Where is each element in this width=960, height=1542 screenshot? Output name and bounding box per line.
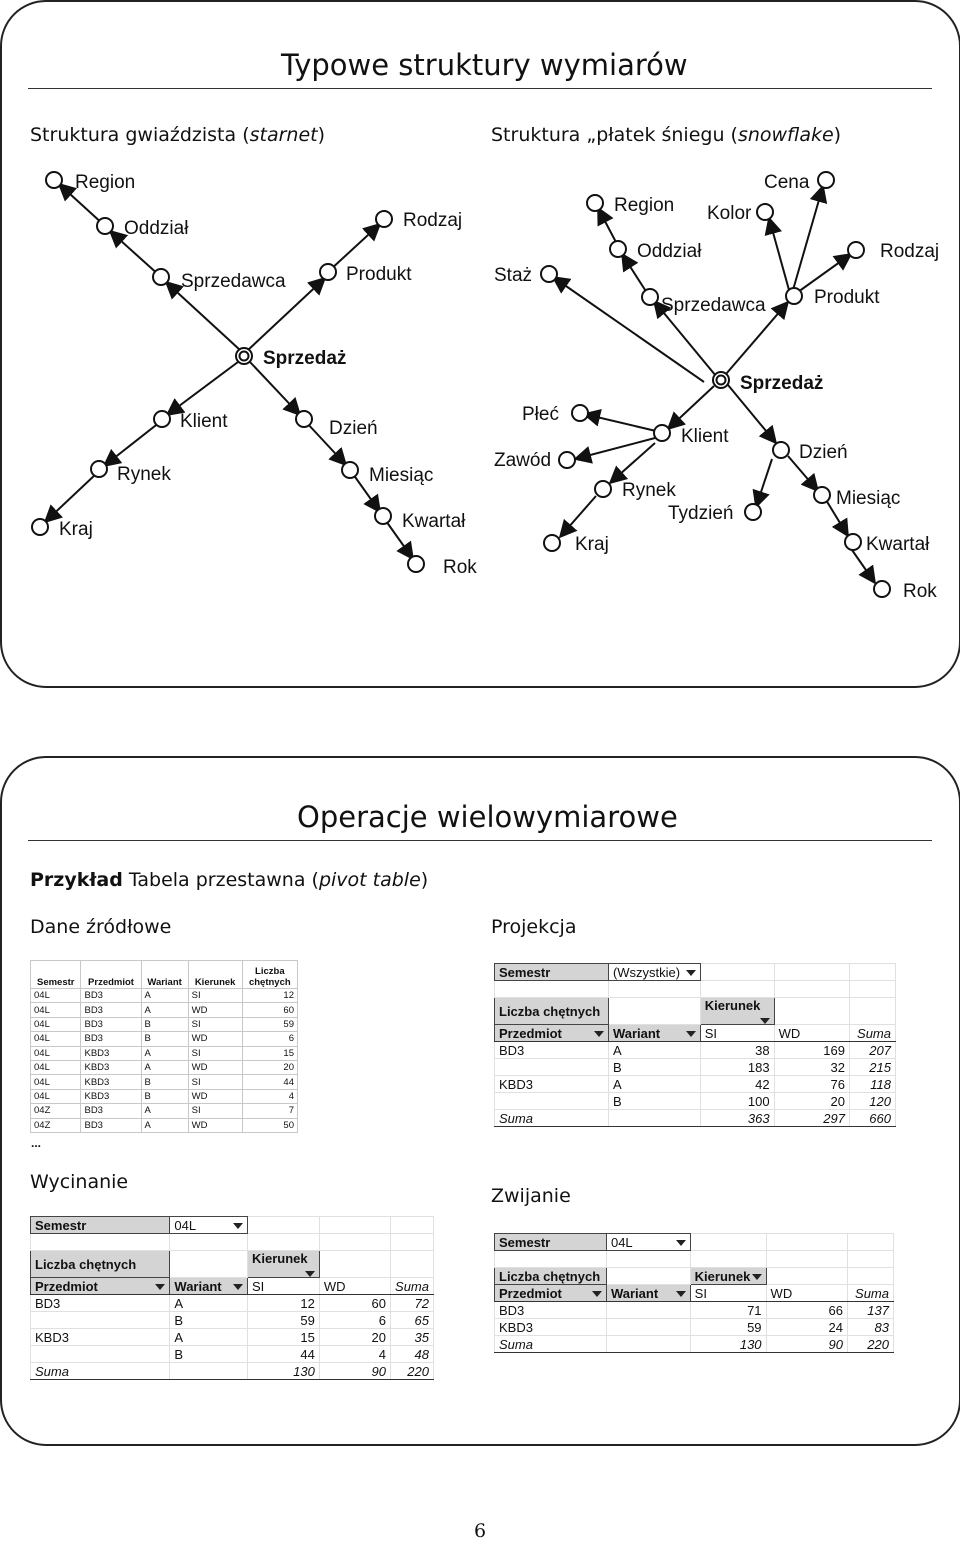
star-label-oddzial: Oddział: [124, 218, 189, 239]
chevron-down-icon[interactable]: [676, 1291, 686, 1297]
star-label-rodzaj: Rodzaj: [403, 210, 463, 231]
filter-label: Semestr: [495, 1234, 607, 1251]
table-row: [31, 1295, 434, 1312]
table-cell: 42: [700, 1076, 774, 1093]
table-cell: BD3: [495, 1042, 609, 1059]
table-cell: 20: [242, 1060, 297, 1074]
table-cell: BD3: [81, 1003, 141, 1017]
table-cell: 100: [700, 1093, 774, 1110]
table-cell: B: [170, 1312, 248, 1329]
table-cell: 59: [247, 1312, 319, 1329]
table-cell: A: [141, 1003, 188, 1017]
table-cell: [495, 1093, 609, 1110]
table-row: [495, 1302, 894, 1319]
table-cell: A: [170, 1295, 248, 1312]
snow-label-kraj: Kraj: [575, 534, 609, 555]
table-cell: WD: [188, 1003, 242, 1017]
table-cell: 48: [391, 1346, 434, 1363]
table-row: [31, 1089, 298, 1103]
table-cell: SI: [188, 989, 242, 1003]
table-row: [31, 1329, 434, 1346]
table-cell: 04L: [31, 1089, 81, 1103]
table-cell: A: [141, 1104, 188, 1118]
table-cell: 183: [700, 1059, 774, 1076]
table-cell: BD3: [81, 1104, 141, 1118]
table-cell: 6: [319, 1312, 390, 1329]
table-cell: BD3: [31, 1295, 170, 1312]
total-si: 363: [700, 1110, 774, 1127]
filter-label: Semestr: [495, 964, 609, 981]
total-si: 130: [247, 1363, 319, 1380]
snow-label-cena: Cena: [764, 172, 810, 193]
table-cell: [31, 1312, 170, 1329]
star-center-node: [236, 348, 252, 364]
row-field2-button[interactable]: Wariant: [608, 1025, 700, 1042]
table-cell: BD3: [81, 1032, 141, 1046]
table-cell: 59: [690, 1319, 766, 1336]
table-row: [495, 1319, 894, 1336]
total-sum: 220: [391, 1363, 434, 1380]
star-label-sprzedawca: Sprzedawca: [181, 271, 286, 292]
snow-label-rok: Rok: [903, 581, 937, 602]
table-cell: B: [608, 1059, 700, 1076]
snow-label-klient: Klient: [681, 426, 729, 447]
col-field-button[interactable]: Kierunek: [690, 1268, 766, 1285]
table-cell: 76: [774, 1076, 849, 1093]
table-cell: KBD3: [31, 1329, 170, 1346]
table-cell: 12: [242, 989, 297, 1003]
source-data-table: [30, 960, 298, 1133]
chevron-down-icon[interactable]: [233, 1284, 243, 1290]
table-cell: 71: [690, 1302, 766, 1319]
snow-label-rodzaj: Rodzaj: [880, 241, 940, 262]
table-cell: 04L: [31, 1060, 81, 1074]
total-sum: 660: [850, 1110, 896, 1127]
star-label-sprzedaz: Sprzedaż: [263, 348, 347, 369]
table-cell: 65: [391, 1312, 434, 1329]
chevron-down-icon[interactable]: [155, 1284, 165, 1290]
table-row: [495, 1059, 896, 1076]
slide2-title-rule: [28, 840, 932, 841]
measure-label: Liczba chętnych: [495, 998, 609, 1025]
table-cell: 72: [391, 1295, 434, 1312]
chevron-down-icon[interactable]: [686, 1031, 696, 1037]
table-row: [31, 1032, 298, 1046]
table-cell: [31, 1346, 170, 1363]
table-row: [495, 1042, 896, 1059]
table-cell: 04Z: [31, 1118, 81, 1132]
filter-dropdown[interactable]: (Wszystkie): [608, 964, 700, 981]
table-row: [31, 989, 298, 1003]
projection-heading: Projekcja: [491, 916, 577, 938]
star-label-klient: Klient: [180, 411, 228, 432]
col-header-wariant: Wariant: [141, 961, 188, 989]
star-label-kwartal: Kwartał: [402, 511, 466, 532]
slide2-title: Operacje wielowymiarowe: [297, 800, 678, 834]
table-cell: 15: [247, 1329, 319, 1346]
table-row: [31, 1017, 298, 1031]
table-cell: WD: [188, 1032, 242, 1046]
total-label: Suma: [495, 1336, 607, 1353]
table-cell: 4: [242, 1089, 297, 1103]
col-header-liczba: Liczba chętnych: [242, 961, 297, 989]
table-cell: A: [141, 1046, 188, 1060]
table-row: [31, 1060, 298, 1074]
chevron-down-icon[interactable]: [233, 1223, 243, 1229]
example-line: Przykład Tabela przestawna (pivot table): [30, 869, 429, 891]
table-cell: 04L: [31, 1046, 81, 1060]
rollup-heading: Zwijanie: [491, 1185, 571, 1207]
total-wd: 297: [774, 1110, 849, 1127]
snow-label-dzien: Dzień: [799, 442, 848, 463]
snow-label-zawod: Zawód: [494, 450, 552, 471]
table-cell: 50: [242, 1118, 297, 1132]
row-field1-button[interactable]: Przedmiot: [31, 1278, 170, 1295]
table-cell: WD: [188, 1089, 242, 1103]
col-header-semestr: Semestr: [31, 961, 81, 989]
col-si: SI: [247, 1278, 319, 1295]
chevron-down-icon[interactable]: [305, 1271, 315, 1277]
col-sum: Suma: [391, 1278, 434, 1295]
table-cell: 137: [848, 1302, 894, 1319]
table-cell: 04Z: [31, 1104, 81, 1118]
star-label-region: Region: [75, 172, 136, 193]
chevron-down-icon[interactable]: [676, 1240, 686, 1246]
table-cell: A: [141, 989, 188, 1003]
table-cell: 7: [242, 1104, 297, 1118]
table-cell: B: [170, 1346, 248, 1363]
table-cell: 24: [766, 1319, 847, 1336]
table-cell: 83: [848, 1319, 894, 1336]
snow-label-kolor: Kolor: [707, 203, 752, 224]
table-cell: 15: [242, 1046, 297, 1060]
table-cell: A: [141, 1118, 188, 1132]
table-cell: A: [608, 1042, 700, 1059]
table-row: [31, 1312, 434, 1329]
source-ellipsis: ...: [31, 1136, 42, 1150]
slicing-pivot-table: [30, 1216, 434, 1380]
total-wd: 90: [319, 1363, 390, 1380]
table-cell: SI: [188, 1075, 242, 1089]
table-cell: WD: [188, 1060, 242, 1074]
table-cell: SI: [188, 1017, 242, 1031]
table-row: [31, 1046, 298, 1060]
table-cell: KBD3: [81, 1075, 141, 1089]
table-cell: KBD3: [81, 1089, 141, 1103]
table-row: [31, 1104, 298, 1118]
table-cell: BD3: [495, 1302, 607, 1319]
chevron-down-icon[interactable]: [592, 1291, 602, 1297]
table-cell: 215: [850, 1059, 896, 1076]
table-cell: [606, 1302, 690, 1319]
star-label-dzien: Dzień: [329, 418, 378, 439]
table-cell: 4: [319, 1346, 390, 1363]
chevron-down-icon[interactable]: [686, 970, 696, 976]
total-si: 130: [690, 1336, 766, 1353]
col-field-button[interactable]: Kierunek: [247, 1251, 319, 1278]
total-wd: 90: [766, 1336, 847, 1353]
star-label-rynek: Rynek: [117, 464, 171, 485]
col-wd: WD: [774, 1025, 849, 1042]
row-field1-button[interactable]: Przedmiot: [495, 1025, 609, 1042]
table-row: [495, 1076, 896, 1093]
table-cell: 60: [319, 1295, 390, 1312]
star-label-kraj: Kraj: [59, 519, 93, 540]
snow-label-miesiac: Miesiąc: [836, 488, 901, 509]
table-cell: 6: [242, 1032, 297, 1046]
table-cell: 04L: [31, 989, 81, 1003]
chevron-down-icon[interactable]: [760, 1018, 770, 1024]
row-field2-button[interactable]: Wariant: [170, 1278, 248, 1295]
table-cell: 38: [700, 1042, 774, 1059]
projection-pivot-table: [494, 963, 896, 1127]
snow-label-oddzial: Oddział: [637, 241, 702, 262]
table-cell: 04L: [31, 1017, 81, 1031]
col-header-kierunek: Kierunek: [188, 961, 242, 989]
col-wd: WD: [319, 1278, 390, 1295]
slicing-heading: Wycinanie: [30, 1171, 129, 1193]
page-number: 6: [473, 1520, 487, 1542]
row-field1-button[interactable]: Przedmiot: [495, 1285, 607, 1302]
table-cell: A: [170, 1329, 248, 1346]
chevron-down-icon[interactable]: [752, 1274, 762, 1280]
table-row: [495, 1093, 896, 1110]
table-cell: KBD3: [495, 1076, 609, 1093]
table-cell: 207: [850, 1042, 896, 1059]
table-cell: B: [141, 1017, 188, 1031]
col-sum: Suma: [848, 1285, 894, 1302]
table-cell: 44: [242, 1075, 297, 1089]
snow-label-kwartal: Kwartał: [866, 534, 930, 555]
table-cell: A: [608, 1076, 700, 1093]
col-si: SI: [700, 1025, 774, 1042]
star-heading: Struktura gwiaździsta (starnet): [30, 124, 326, 146]
measure-label: Liczba chętnych: [495, 1268, 607, 1285]
table-cell: A: [141, 1060, 188, 1074]
col-wd: WD: [766, 1285, 847, 1302]
table-cell: 60: [242, 1003, 297, 1017]
table-cell: KBD3: [81, 1046, 141, 1060]
star-label-produkt: Produkt: [346, 264, 412, 285]
table-cell: 20: [319, 1329, 390, 1346]
snow-label-plec: Płeć: [522, 404, 559, 425]
filter-dropdown[interactable]: 04L: [170, 1217, 248, 1234]
table-cell: 35: [391, 1329, 434, 1346]
total-label: Suma: [31, 1363, 170, 1380]
table-cell: BD3: [81, 1017, 141, 1031]
snow-label-sprzedawca: Sprzedawca: [661, 295, 766, 316]
table-cell: [495, 1059, 609, 1076]
table-cell: BD3: [81, 989, 141, 1003]
table-cell: B: [141, 1032, 188, 1046]
table-cell: 32: [774, 1059, 849, 1076]
snow-label-tydzien: Tydzień: [668, 503, 734, 524]
chevron-down-icon[interactable]: [594, 1031, 604, 1037]
total-label: Suma: [495, 1110, 609, 1127]
source-heading: Dane źródłowe: [30, 916, 172, 938]
table-cell: 120: [850, 1093, 896, 1110]
table-cell: KBD3: [81, 1060, 141, 1074]
table-cell: 118: [850, 1076, 896, 1093]
table-cell: 04L: [31, 1003, 81, 1017]
table-cell: 12: [247, 1295, 319, 1312]
table-cell: 44: [247, 1346, 319, 1363]
table-cell: [606, 1319, 690, 1336]
table-cell: KBD3: [495, 1319, 607, 1336]
table-row: [31, 1346, 434, 1363]
table-cell: B: [608, 1093, 700, 1110]
star-label-miesiac: Miesiąc: [369, 465, 434, 486]
filter-label: Semestr: [31, 1217, 170, 1234]
table-row: [31, 1003, 298, 1017]
row-field2-button[interactable]: Wariant: [606, 1285, 690, 1302]
table-row: [31, 1075, 298, 1089]
table-cell: B: [141, 1075, 188, 1089]
slide1-title: Typowe struktury wymiarów: [281, 48, 688, 82]
col-sum: Suma: [850, 1025, 896, 1042]
measure-label: Liczba chętnych: [31, 1251, 170, 1278]
star-label-rok: Rok: [443, 557, 477, 578]
col-field-button[interactable]: Kierunek: [700, 998, 774, 1025]
snow-label-rynek: Rynek: [622, 480, 676, 501]
table-cell: BD3: [81, 1118, 141, 1132]
table-cell: 04L: [31, 1032, 81, 1046]
table-cell: SI: [188, 1104, 242, 1118]
filter-dropdown[interactable]: 04L: [606, 1234, 690, 1251]
snowflake-heading: Struktura „płatek śniegu (snowflake): [491, 124, 842, 146]
rollup-pivot-table: [494, 1233, 894, 1353]
col-si: SI: [690, 1285, 766, 1302]
table-cell: B: [141, 1089, 188, 1103]
table-cell: WD: [188, 1118, 242, 1132]
table-cell: 66: [766, 1302, 847, 1319]
table-cell: 169: [774, 1042, 849, 1059]
snow-label-region: Region: [614, 195, 675, 216]
table-cell: 20: [774, 1093, 849, 1110]
snow-label-sprzedaz: Sprzedaż: [740, 373, 824, 394]
table-cell: SI: [188, 1046, 242, 1060]
col-header-przedmiot: Przedmiot: [81, 961, 141, 989]
snow-label-staz: Staż: [494, 265, 533, 286]
snow-label-produkt: Produkt: [814, 287, 880, 308]
table-cell: 04L: [31, 1075, 81, 1089]
total-sum: 220: [848, 1336, 894, 1353]
schema-diagrams: [0, 0, 960, 690]
table-row: [31, 1118, 298, 1132]
table-cell: 59: [242, 1017, 297, 1031]
